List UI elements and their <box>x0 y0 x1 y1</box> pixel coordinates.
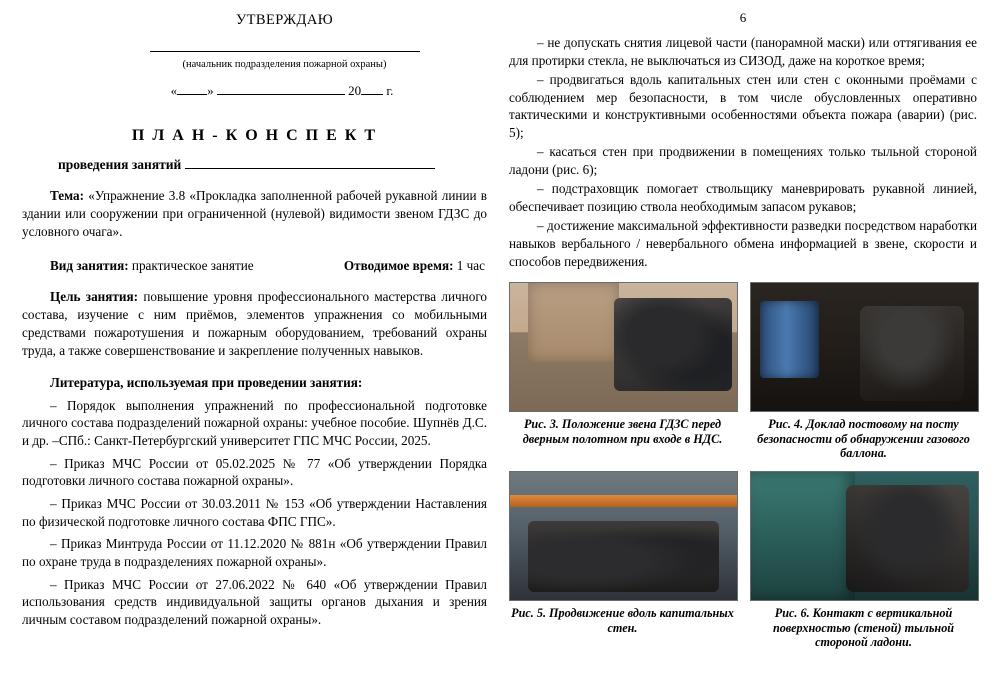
approval-date-line <box>22 82 487 99</box>
document-subtitle-text: проведения занятий <box>58 157 182 172</box>
figure-6-image <box>750 471 979 601</box>
figure-4-caption: Рис. 4. Доклад постовому на посту безопасности об обнаружении газового баллона. <box>757 417 970 461</box>
list-item: – Порядок выполнения упражнений по профессиональной подготовке личного состава подразделений пожарной охраны: учебное пособие. Шупнёв Д.С. и др. –СПб.: Санкт-Петербургский университет ГПС МЧС России, 2025. <box>22 397 487 448</box>
figure-6-caption: Рис. 6. Контакт с вертикальной поверхностью (стеной) тыльной стороной ладони. <box>772 606 955 650</box>
approval-caption: (начальник подразделения пожарной охраны) <box>182 59 387 70</box>
document-subtitle-blank <box>185 155 435 169</box>
page-columns <box>22 10 978 672</box>
safety-bullets <box>509 34 977 270</box>
literature-label: Литература, используемая при проведении занятия: <box>50 374 363 390</box>
list-item: – Приказ МЧС России от 27.06.2022 № 640 «Об утверждении Правил использования средств индивидуальной защиты органов дыхания и зрения личным составом подразделений пожарной охраны». <box>22 576 487 628</box>
goal-label: Цель занятия: <box>50 289 139 305</box>
theme-label: Тема: <box>50 188 85 203</box>
figure-3-caption: Рис. 3. Положение звена ГДЗС перед дверным полотном при входе в НДС. <box>522 417 723 446</box>
approval-block <box>22 12 487 99</box>
date-quote-open: « <box>170 83 178 98</box>
left-column <box>22 10 487 672</box>
figure-row-bottom <box>509 471 977 650</box>
figure-row-top <box>509 282 977 461</box>
right-column <box>509 10 977 672</box>
figure-5-image <box>509 471 738 601</box>
photo-scene <box>751 283 978 411</box>
date-year-suffix: г. <box>386 83 394 98</box>
figure-6 <box>750 471 977 650</box>
list-item: – Приказ МЧС России от 30.03.2011 № 153 «Об утверждении Наставления по физической подготовке личного состава ФПС ГПС». <box>22 495 487 529</box>
theme-text: «Упражнение 3.8 «Прокладка заполненной рабочей рукавной линии в здании или сооружении при ограниченной (нулевой) видимости звеном ГДЗС до условного очага». <box>22 188 487 239</box>
theme-paragraph <box>22 187 487 240</box>
photo-scene <box>510 472 737 600</box>
figure-5 <box>509 471 736 650</box>
figure-5-caption: Рис. 5. Продвижение вдоль капитальных стен. <box>511 606 734 635</box>
figure-grid <box>509 282 977 650</box>
list-item: – касаться стен при продвижении в помещениях только тыльной стороной ладони (рис. 6); <box>509 144 977 177</box>
literature-heading <box>22 374 487 392</box>
date-year-blank <box>361 82 383 95</box>
list-item: – подстраховщик помогает ствольщику маневрировать рукавной линией, обеспечивает позицию ствола необходимым запасом рукавов; <box>509 181 977 214</box>
approval-signature-line <box>150 51 420 52</box>
lesson-time-value: 1 час <box>456 258 485 274</box>
goal-paragraph <box>22 288 487 359</box>
lesson-type-value: практическое занятие <box>131 258 254 274</box>
lesson-time <box>344 258 487 274</box>
page-number: 6 <box>739 10 747 25</box>
date-year-prefix: 20 <box>348 83 362 98</box>
figure-3-image <box>509 282 738 412</box>
photo-scene <box>751 472 978 600</box>
figure-4 <box>750 282 977 461</box>
list-item: – Приказ МЧС России от 05.02.2025 № 77 «Об утверждении Порядка подготовки личного состава пожарной охраны». <box>22 455 487 489</box>
list-item: – продвигаться вдоль капитальных стен или стен с оконными проёмами с соблюдением мер безопасности, в том числе обусловленных оперативно тактическими и конструктивными особенностями объекта пожара (аварии) (рис. 5); <box>509 72 977 140</box>
list-item: – Приказ Минтруда России от 11.12.2020 № 881н «Об утверждении Правил по охране труда в подразделениях пожарной охраны». <box>22 536 487 569</box>
list-item: – достижение максимальной эффективности разведки посредством наработки навыков вербального / невербального обмена информацией в звене, скорости и способов передвижения. <box>509 218 977 269</box>
list-item: – не допускать снятия лицевой части (панорамной маски) или оттягивания ее для протирки стекла, не выключаться из СИЗОД, даже на короткое время; <box>509 35 977 68</box>
document-subtitle <box>22 155 487 173</box>
page-title: П Л А Н - К О Н С П Е К Т <box>131 127 378 144</box>
lesson-time-label: Отводимое время: <box>343 258 454 274</box>
figure-4-image <box>750 282 979 412</box>
photo-scene <box>510 283 737 411</box>
date-quote-close: » <box>207 83 214 98</box>
lesson-type <box>22 258 254 274</box>
literature-list <box>22 397 487 629</box>
date-month-blank <box>217 82 345 95</box>
lesson-type-label: Вид занятия: <box>50 258 129 274</box>
lesson-meta-row <box>22 258 487 274</box>
date-day-blank <box>177 82 207 95</box>
goal-text: повышение уровня профессионального мастерства личного состава, изучение с ним приёмов, элементов упражнения со мобильными средствами пожаротушения и пожарным оборудованием, требований охраны труда, а также совершенствование и закрепление полученных навыков. <box>22 289 487 358</box>
figure-3 <box>509 282 736 461</box>
approval-title: УТВЕРЖДАЮ <box>235 12 334 28</box>
